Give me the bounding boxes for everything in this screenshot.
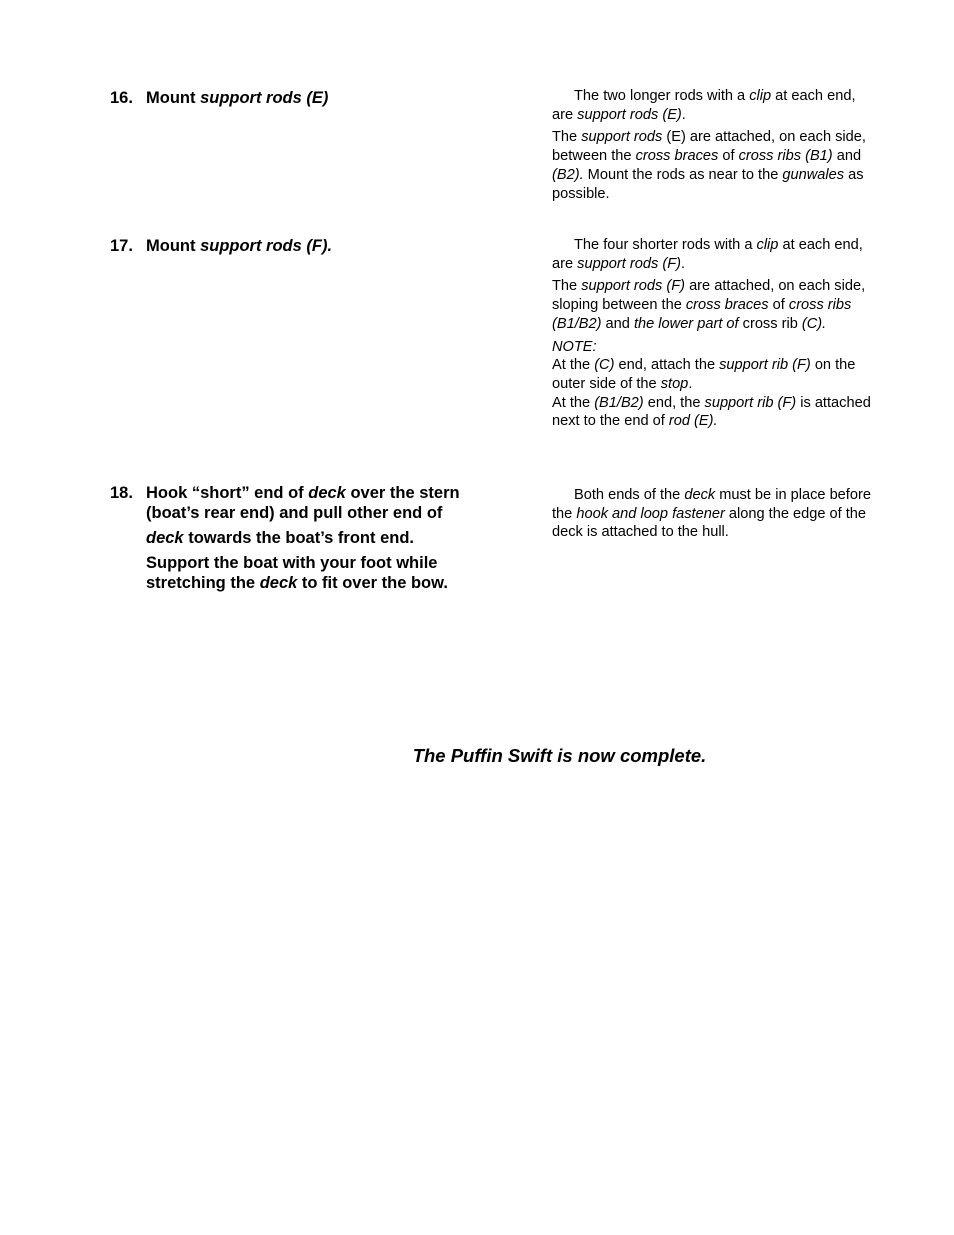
step-number: 17. [110,237,133,255]
step-title: Hook “short” end of deck over the stern (boat’s rear end) and pull other end of deck towards the boat’s front end. Support the boat with your foot while stretching the deck to fit over the bow. [146,484,460,592]
step-18-notes [552,486,872,546]
step-16 [110,88,490,108]
note-paragraph: At the (C) end, attach the support rib (F) on the outer side of the stop. [552,357,856,392]
step-16-notes [552,87,872,207]
step-title: Mount support rods (E) [146,89,329,107]
step-17-notes [552,236,872,431]
note-paragraph: The four shorter rods with a clip at each end, are support rods (F). [552,237,863,272]
step-17 [110,236,490,256]
step-title: Mount support rods (F). [146,237,333,255]
step-number: 16. [110,89,133,107]
note-label: NOTE: [552,338,597,355]
completion-message: The Puffin Swift is now complete. [412,745,707,766]
note-paragraph: Both ends of the deck must be in place before the hook and loop fastener along the edge of the deck is attached to the hull. [552,487,871,541]
note-paragraph: The support rods (F) are attached, on each side, sloping between the cross braces of cross ribs (B1/B2) and the lower part of cross rib (C). [552,278,866,332]
note-paragraph: The two longer rods with a clip at each end, are support rods (E). [552,88,856,123]
step-18 [110,483,490,593]
step-number: 18. [110,484,133,502]
note-paragraph: At the (B1/B2) end, the support rib (F) is attached next to the end of rod (E). [552,394,871,430]
note-paragraph: The support rods (E) are attached, on each side, between the cross braces of cross ribs (B1) and (B2). Mount the rods as near to the gunwales as possible. [552,129,866,202]
